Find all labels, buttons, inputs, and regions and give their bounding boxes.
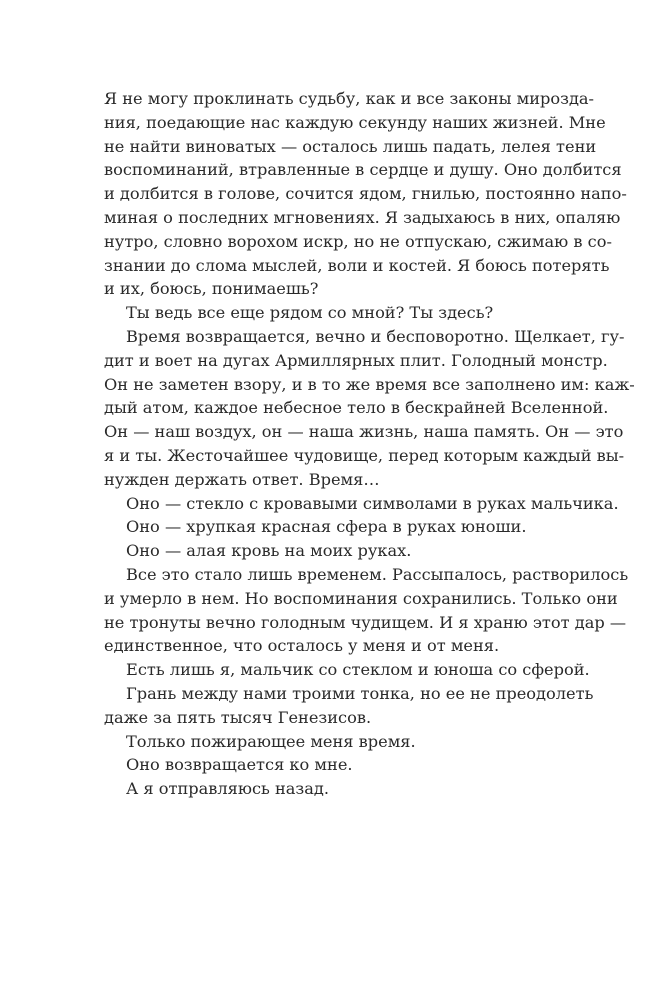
text-line: Ты ведь все еще рядом со мной? Ты здесь? [126,303,494,323]
text-line: дит и воет на дугах Армиллярных плит. Голодный монстр. [104,350,608,370]
text-line: даже за пять тысяч Генезисов. [104,707,372,727]
paragraph [104,539,555,563]
text-line: и их, боюсь, понимаешь? [104,279,319,299]
text-line: нутро, словно ворохом искр, но не отпускаю, сжимаю в со- [104,231,612,251]
paragraph [104,777,555,801]
paragraph [104,492,619,516]
text-line: нужден держать ответ. Время… [104,469,380,489]
text-line: Я не могу проклинать судьбу, как и все законы мирозда- [104,89,595,108]
text-line: Есть лишь я, мальчик со стеклом и юноша со сферой. [126,660,590,680]
text-line: и умерло в нем. Но воспоминания сохранились. Только они [104,588,618,608]
text-line: не тронуты вечно голодным чудищем. И я храню этот дар — [104,612,627,632]
text-line: А я отправляюсь назад. [126,779,330,799]
text-line: Оно — алая кровь на моих руках. [126,541,412,561]
text-line: не найти виноватых — осталось лишь падать, лелея тени [104,136,597,156]
text-line: Оно возвращается ко мне. [126,755,353,775]
paragraph [104,563,629,658]
paragraph [104,325,635,492]
paragraph [104,730,555,754]
text-line: знании до слома мыслей, воли и костей. Я боюсь потерять [104,255,610,275]
paragraph [104,87,627,301]
paragraph [104,515,555,539]
text-line: Только пожирающее меня время. [126,731,416,751]
text-line: Оно — хрупкая красная сфера в руках юноши. [126,517,527,537]
text-line: и долбится в голове, сочится ядом, гнилью, постоянно напо- [104,184,627,204]
text-line: Он не заметен взору, и в то же время все заполнено им: каж- [104,374,635,394]
text-line: я и ты. Жесточайшее чудовище, перед которым каждый вы- [104,445,625,465]
text-line: ния, поедающие нас каждую секунду наших жизней. Мне [104,112,606,132]
text-line: единственное, что осталось у меня и от меня. [104,636,500,656]
paragraph [104,658,590,682]
text-line: Все это стало лишь временем. Рассыпалось, растворилось [126,564,629,584]
text-line: воспоминаний, втравленные в сердце и душу. Оно долбится [104,160,622,180]
text-line: Время возвращается, вечно и бесповоротно. Щелкает, гу- [126,326,625,346]
text-line: Грань между нами троими тонка, но ее не преодолеть [126,683,594,703]
paragraph [104,301,555,325]
body-text [104,87,635,801]
text-line: миная о последних мгновениях. Я задыхаюсь в них, опаляю [104,207,621,227]
text-line: Он — наш воздух, он — наша жизнь, наша память. Он — это [104,422,624,442]
paragraph [104,682,594,730]
paragraph [104,753,555,777]
text-line: дый атом, каждое небесное тело в бескрайней Вселенной. [104,398,609,418]
text-line: Оно — стекло с кровавыми символами в руках мальчика. [126,493,619,513]
